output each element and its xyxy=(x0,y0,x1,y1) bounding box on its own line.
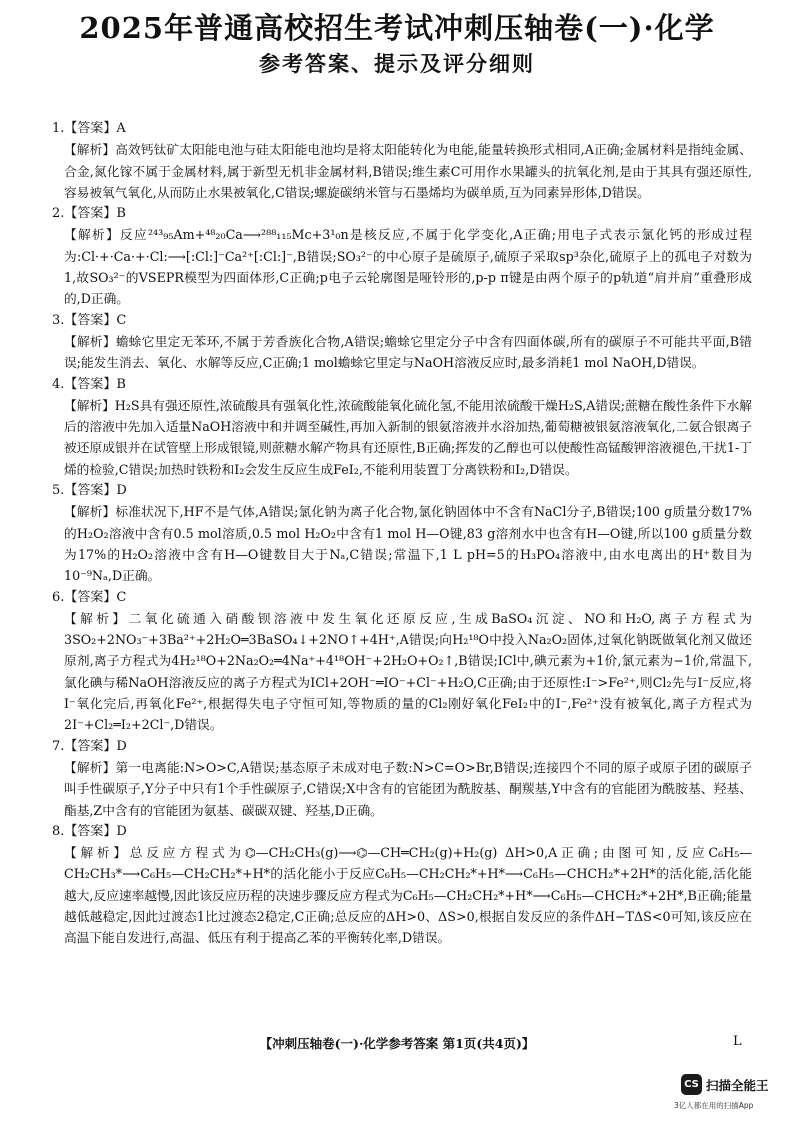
question-4 xyxy=(52,374,752,480)
answer-line: 6.【答案】C xyxy=(52,589,127,605)
analysis-text: 【解析】第一电离能:N>O>C,A错误;基态原子未成对电子数:N>C=O>Br,B错误;连接四个不同的原子或原子团的碳原子叫手性碳原子,Y分子中只有1个手性碳原子,C错误;X中含有的官能团为酰胺基、酮羰基,Y中含有的官能团为酰胺基、羟基、酯基,Z中含有的官能团为氨基、碳碳双键、羟基,D正确。 xyxy=(64,759,752,818)
question-6 xyxy=(52,587,752,736)
analysis-text: 【解析】蟾蜍它里定无苯环,不属于芳香族化合物,A错误;蟾蜍它里定分子中含有四面体碳,所有的碳原子不可能共平面,B错误;能发生消去、氧化、水解等反应,C正确;1 mol蟾蜍它里定与NaOH溶液反应时,最多消耗1 mol NaOH,D错误。 xyxy=(64,333,752,371)
answer-line: 8.【答案】D xyxy=(52,823,127,839)
camscanner-logo-icon: CS xyxy=(681,1074,702,1095)
answer-line: 2.【答案】B xyxy=(52,206,126,222)
answer-line: 5.【答案】D xyxy=(52,483,127,499)
watermark-name: 扫描全能王 xyxy=(706,1078,769,1093)
analysis-text: 【解析】反应²⁴³₉₅Am+⁴⁸₂₀Ca⟶²⁸⁸₁₁₅Mc+3¹₀n是核反应,不属于化学变化,A正确;用电子式表示氯化钙的形成过程为:Cl·+·Ca·+·Cl:⟶[:Cl:]⁻Ca²⁺[:Cl:]⁻,B错误;SO₃²⁻的中心原子是硫原子,硫原子采取sp³杂化,硫原子上的孤电子对数为1,故SO₃²⁻的VSEPR模型为四面体形,C正确;p电子云轮廓图是哑铃形的,p-p π键是由两个原子的p轨道“肩并肩”重叠形成的,D正确。 xyxy=(64,227,752,307)
analysis-text: 【解析】H₂S具有强还原性,浓硫酸具有强氧化性,浓硫酸能氧化硫化氢,不能用浓硫酸干燥H₂S,A错误;蔗糖在酸性条件下水解后的溶液中先加入适量NaOH溶液中和并调至碱性,再加入新制的银氨溶液并水浴加热,葡萄糖被银氨溶液氧化,二氨合银离子被还原成银并在试管壁上形成银镜,则蔗糖水解产物具有还原性,B正确;挥发的乙醇也可以使酸性高锰酸钾溶液褪色,干扰1-丁烯的检验,C错误;加热时铁粉和I₂会发生反应生成FeI₂,不能利用装置丁分离铁粉和I₂,D错误。 xyxy=(64,397,752,477)
watermark-tagline: 3亿人都在用的扫描App xyxy=(674,1101,754,1110)
analysis-text: 【解析】标准状况下,HF不是气体,A错误;氯化钠为离子化合物,氯化钠固体中不含有NaCl分子,B错误;100 g质量分数17%的H₂O₂溶液中含有0.5 mol溶质,0.5 mol H₂O₂中含有1 mol H—O键,83 g溶剂水中也含有H—O键,所以100 g质量分数为17%的H₂O₂溶液中含有H—O键数目大于Nₐ,C错误;常温下,1 L pH=5的H₃PO₄溶液中,由水电离出的H⁺数目为10⁻⁹Nₐ,D正确。 xyxy=(64,504,752,584)
analysis-text: 【解析】高效钙钛矿太阳能电池与硅太阳能电池均是将太阳能转化为电能,能量转换形式相同,A正确;金属材料是指纯金属、合金,氮化镓不属于金属材料,属于新型无机非金属材料,B错误;维生素C可用作水果罐头的抗氧化剂,是由于其具有强还原性,容易被氧气氧化,从而防止水果被氧化,C错误;螺旋碳纳米管与石墨烯均为碳单质,互为同素异形体,D错误。 xyxy=(64,142,752,200)
question-8 xyxy=(52,821,752,949)
page-title: 2025年普通高校招生考试冲刺压轴卷(一)·化学 xyxy=(79,11,715,45)
question-1 xyxy=(52,118,752,203)
question-7 xyxy=(52,736,752,821)
analysis-text: 【解析】总反应方程式为⌬—CH₂CH₃(g)⟶⌬—CH═CH₂(g)+H₂(g) ΔH>0,A正确;由图可知,反应C₆H₅—CH₂CH₃*⟶C₆H₅—CH₂CH₂*+H*的活化能小于反应C₆H₅—CH₂CH₂*+H*⟶C₆H₅—CHCH₂*+2H*的活化能,活化能越大,反应速率越慢,因此该反应历程的决速步骤反应方程式为C₆H₅—CH₂CH₂*+H*⟶C₆H₅—CHCH₂*+2H*,B正确;能量越低越稳定,因此过渡态1比过渡态2稳定,C正确;总反应的ΔH>0、ΔS>0,根据自发反应的条件ΔH−TΔS<0可知,该反应在高温下能自发进行,高温、低压有利于提高乙苯的平衡转化率,D错误。 xyxy=(64,845,752,946)
answer-line: 3.【答案】C xyxy=(52,312,127,328)
page-subtitle: 参考答案、提示及评分细则 xyxy=(259,51,535,76)
answer-line: 1.【答案】A xyxy=(52,121,126,136)
analysis-text: 【解析】二氧化硫通入硝酸钡溶液中发生氧化还原反应,生成BaSO₄沉淀、NO和H₂O,离子方程式为3SO₂+2NO₃⁻+3Ba²⁺+2H₂O═3BaSO₄↓+2NO↑+4H⁺,A错误;向H₂¹⁸O中投入Na₂O₂固体,过氧化钠既做氧化剂又做还原剂,离子方程式为4H₂¹⁸O+2Na₂O₂═4Na⁺+4¹⁸OH⁻+2H₂O+O₂↑,B错误;ICl中,碘元素为+1价,氯元素为−1价,常温下,氯化碘与稀NaOH溶液反应的离子方程式为ICl+2OH⁻═IO⁻+Cl⁻+H₂O,C正确;由于还原性:I⁻>Fe²⁺,则Cl₂先与I⁻反应,将I⁻氧化完后,再氧化Fe²⁺,根据得失电子守恒可知,等物质的量的Cl₂刚好氧化FeI₂中的I⁻,Fe²⁺没有被氧化,离子方程式为2I⁻+Cl₂═I₂+2Cl⁻,D错误。 xyxy=(64,610,752,733)
question-2 xyxy=(52,203,752,309)
answer-line: 7.【答案】D xyxy=(52,738,127,754)
question-3 xyxy=(52,310,752,374)
answer-line: 4.【答案】B xyxy=(52,376,126,392)
scanner-watermark xyxy=(674,1074,785,1114)
question-5 xyxy=(52,480,752,586)
page-footer: 【冲刺压轴卷(一)·化学参考答案 第1页(共4页)】 xyxy=(259,1036,535,1051)
footer-code: L xyxy=(733,1034,742,1049)
answer-list xyxy=(52,118,752,949)
